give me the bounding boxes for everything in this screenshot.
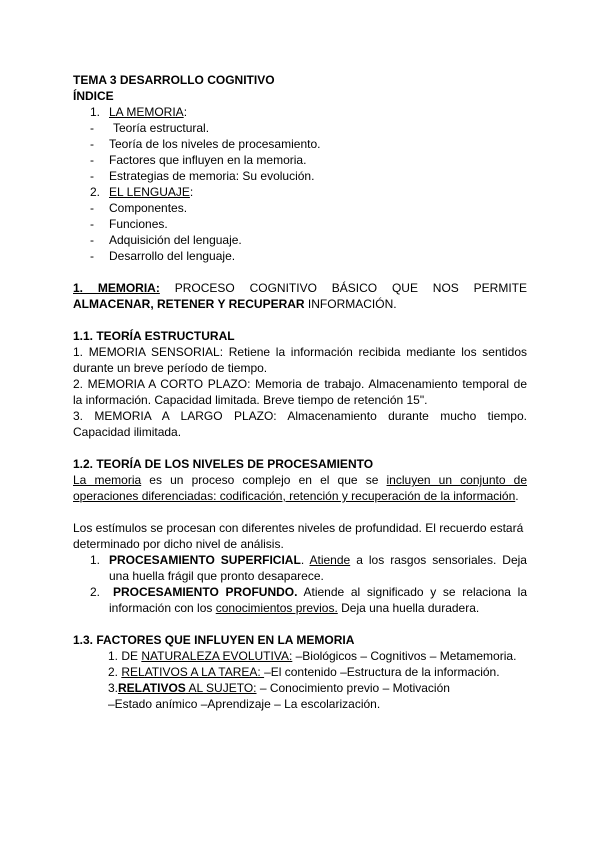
index-subitem: - Teoría estructural. bbox=[90, 121, 210, 135]
index-subitem: - Factores que influyen en la memoria. bbox=[90, 153, 307, 167]
processing-item-superficial: 1. PROCESAMIENTO SUPERFICIAL. Atiende a los rasgos sensoriales. Deja una huella frágil que pronto desaparece. bbox=[90, 553, 527, 583]
index-subitem: - Funciones. bbox=[90, 217, 168, 231]
index-subitem: - Teoría de los niveles de procesamiento. bbox=[90, 137, 321, 151]
section-heading-1-2: 1.2. TEORÍA DE LOS NIVELES DE PROCESAMIENTO bbox=[73, 457, 374, 471]
index-list bbox=[73, 104, 527, 264]
section1-line1: 1. MEMORIA: PROCESO COGNITIVO BÁSICO QUE NOS PERMITE bbox=[73, 281, 527, 295]
section1-label: 1. MEMORIA: bbox=[73, 281, 160, 295]
index-subitem: - Estrategias de memoria: Su evolución. bbox=[90, 169, 315, 183]
factor-item: 1. DE NATURALEZA EVOLUTIVA: –Biológicos – Cognitivos – Metamemoria. bbox=[108, 649, 517, 663]
paragraph-line: durante un breve período de tiempo. bbox=[73, 361, 268, 375]
document-page bbox=[73, 72, 527, 712]
paragraph-line: Los estímulos se procesan con diferentes niveles de profundidad. El recuerdo estará bbox=[73, 521, 524, 535]
processing-item-profundo: 2. PROCESAMIENTO PROFUNDO. Atiende al significado y se relaciona la información con los conocimientos previos. Deja una huella duradera. bbox=[90, 585, 527, 615]
index-heading: ÍNDICE bbox=[73, 89, 114, 103]
index-item-memoria: 1. LA MEMORIA: bbox=[90, 105, 188, 119]
paragraph-line: Capacidad ilimitada. bbox=[73, 425, 182, 439]
index-link-memoria[interactable]: LA MEMORIA bbox=[109, 105, 184, 119]
index-subitem: - Componentes. bbox=[90, 201, 188, 215]
index-link-lenguaje[interactable]: EL LENGUAJE bbox=[109, 185, 190, 199]
paragraph-line: operaciones diferenciadas: codificación, retención y recuperación de la información. bbox=[73, 489, 519, 503]
index-subitem: - Adquisición del lenguaje. bbox=[90, 233, 242, 247]
paragraph-line: determinado por dicho nivel de análisis. bbox=[73, 537, 284, 551]
section1-line2: ALMACENAR, RETENER Y RECUPERAR INFORMACIÓN. bbox=[73, 297, 397, 311]
factor-item-continuation: –Estado anímico –Aprendizaje – La escolarización. bbox=[108, 697, 381, 711]
paragraph-line: La memoria es un proceso complejo en el que se incluyen un conjunto de bbox=[73, 473, 528, 487]
section-heading-1-1: 1.1. TEORÍA ESTRUCTURAL bbox=[73, 329, 235, 343]
paragraph-line: 3. MEMORIA A LARGO PLAZO: Almacenamiento durante mucho tiempo. bbox=[73, 409, 527, 423]
section-heading-1-3: 1.3. FACTORES QUE INFLUYEN EN LA MEMORIA bbox=[73, 633, 355, 647]
factors-list bbox=[73, 648, 527, 712]
paragraph-line: la información. Capacidad limitada. Breve tiempo de retención 15". bbox=[73, 393, 428, 407]
paragraph-line: 1. MEMORIA SENSORIAL: Retiene la información recibida mediante los sentidos bbox=[73, 345, 527, 359]
index-subitem: - Desarrollo del lenguaje. bbox=[90, 249, 236, 263]
factor-item: 3.RELATIVOS AL SUJETO: – Conocimiento previo – Motivación bbox=[108, 681, 450, 695]
paragraph-line: 2. MEMORIA A CORTO PLAZO: Memoria de trabajo. Almacenamiento temporal de bbox=[73, 377, 527, 391]
index-item-lenguaje: 2. EL LENGUAJE: bbox=[90, 185, 194, 199]
factor-item: 2. RELATIVOS A LA TAREA: –El contenido –Estructura de la información. bbox=[108, 665, 500, 679]
processing-list bbox=[73, 552, 527, 616]
document-title: TEMA 3 DESARROLLO COGNITIVO bbox=[73, 73, 275, 87]
